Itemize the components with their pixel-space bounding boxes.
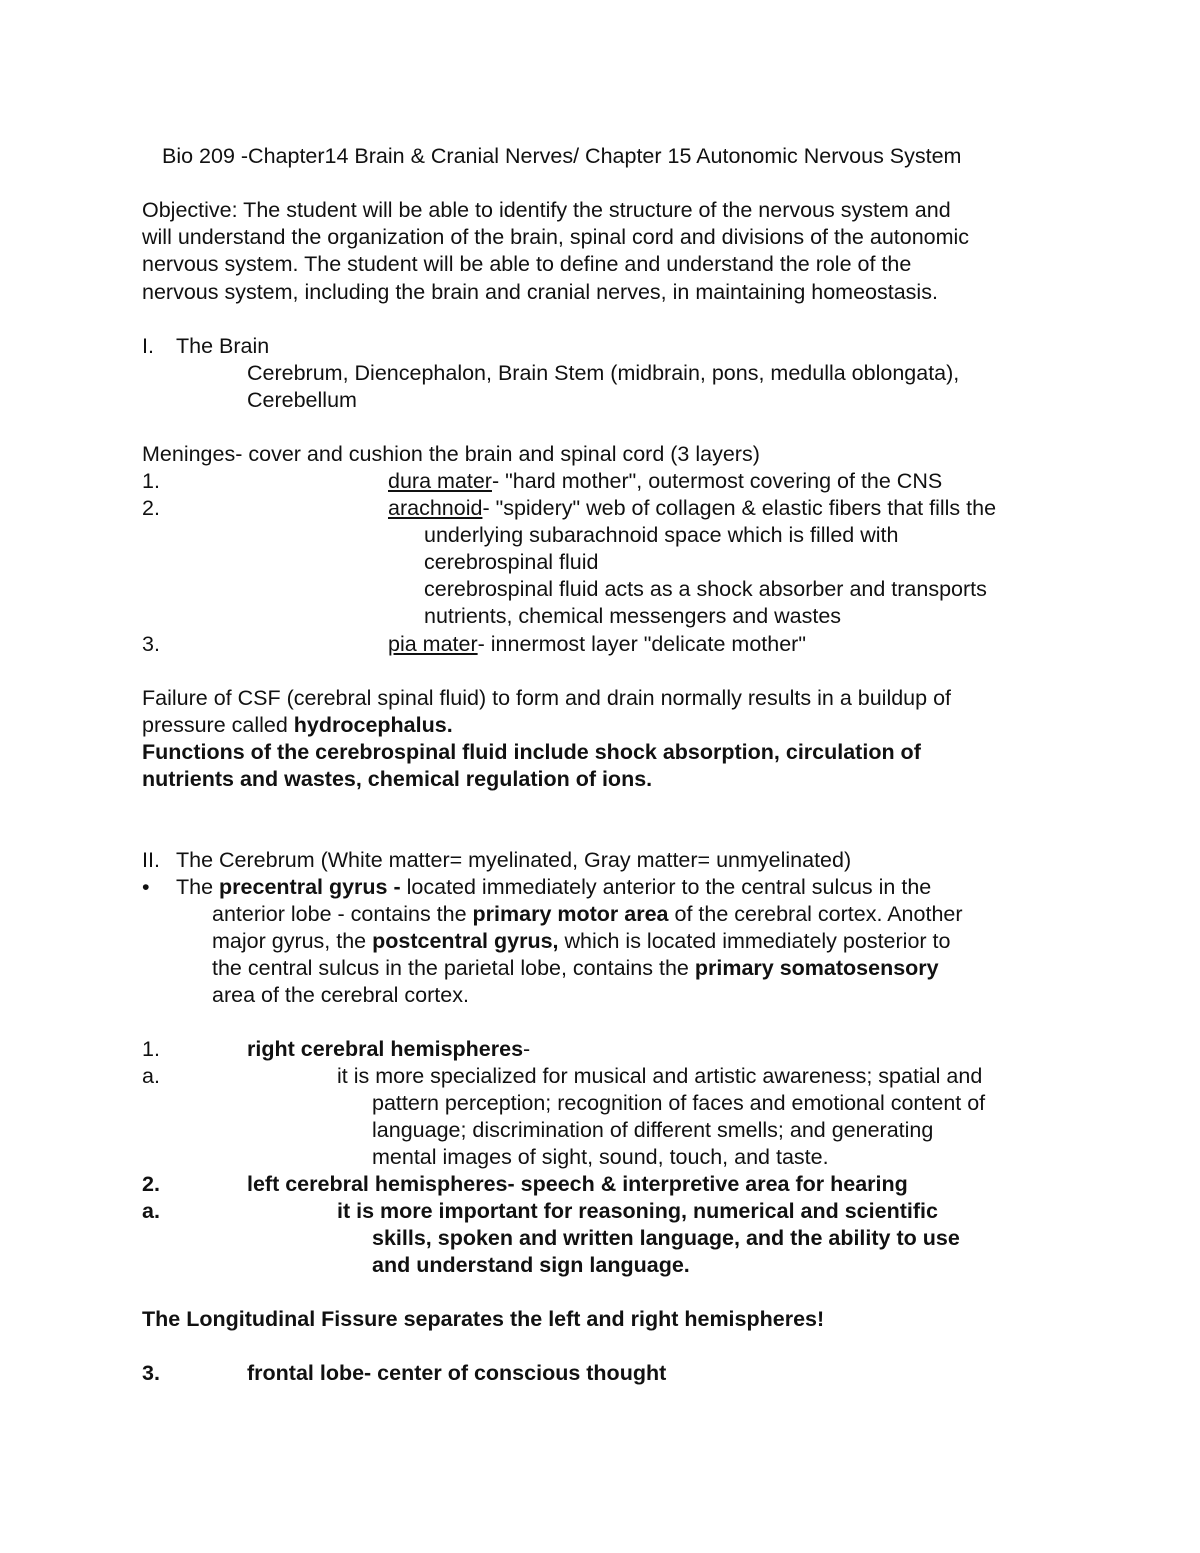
left-hemisphere-detail: and understand sign language. — [372, 1253, 690, 1277]
objective-line: nervous system. The student will be able to define and understand the role of the — [142, 252, 912, 276]
frontal-lobe-heading: frontal lobe- center of conscious thought — [247, 1361, 667, 1385]
definition-continued: cerebrospinal fluid — [424, 550, 599, 574]
meninges-intro: Meninges- cover and cushion the brain and spinal cord (3 layers) — [142, 442, 760, 466]
definition: - "hard mother", outermost covering of the CNS — [491, 469, 943, 493]
definition: - innermost layer "delicate mother" — [477, 632, 806, 656]
definition: - "spidery" web of collagen & elastic fibers that fills the — [482, 496, 997, 520]
brain-parts-line: Cerebellum — [247, 388, 357, 412]
term: pia mater — [388, 632, 478, 656]
bullet-text — [212, 901, 963, 928]
list-number: 2. — [142, 496, 160, 520]
csf-functions: nutrients and wastes, chemical regulation of ions. — [142, 767, 653, 791]
bullet-text: area of the cerebral cortex. — [212, 983, 469, 1007]
sub-letter: a. — [142, 1199, 160, 1223]
right-hemisphere-heading — [247, 1036, 530, 1063]
left-hemisphere-detail: skills, spoken and written language, and the ability to use — [372, 1226, 960, 1250]
list-number: 1. — [142, 1037, 160, 1061]
definition-continued: underlying subarachnoid space which is filled with — [424, 523, 899, 547]
list-number: 3. — [142, 1361, 160, 1385]
csf-text: Failure of CSF (cerebral spinal fluid) to form and drain normally results in a buildup of — [142, 686, 952, 710]
hydrocephalus-term: hydrocephalus. — [293, 713, 453, 737]
text: located immediately anterior to the central sulcus in the — [406, 875, 932, 899]
section-number: II. — [142, 848, 160, 872]
section-heading: The Brain — [176, 334, 270, 358]
section-heading: The Cerebrum (White matter= myelinated, Gray matter= unmyelinated) — [176, 848, 852, 872]
text: which is located immediately posterior to — [558, 929, 951, 953]
text: major gyrus, the — [212, 929, 373, 953]
heading-label: right cerebral hemispheres — [247, 1037, 524, 1061]
text: anterior lobe - contains the — [212, 902, 473, 926]
list-number: 1. — [142, 469, 160, 493]
section-number: I. — [142, 334, 154, 358]
left-hemisphere-heading: left cerebral hemispheres- speech & interpretive area for hearing — [247, 1172, 908, 1196]
definition-continued: nutrients, chemical messengers and wastes — [424, 604, 842, 628]
primary-somatosensory-term: primary somatosensory — [694, 956, 939, 980]
right-hemisphere-detail: it is more specialized for musical and artistic awareness; spatial and — [337, 1064, 983, 1088]
right-hemisphere-detail: language; discrimination of different smells; and generating — [372, 1118, 934, 1142]
objective-line: will understand the organization of the brain, spinal cord and divisions of the autonomic — [142, 225, 970, 249]
objective-line: Objective: The student will be able to identify the structure of the nervous system and — [142, 198, 951, 222]
definition-continued: cerebrospinal fluid acts as a shock absorber and transports — [424, 577, 987, 601]
text: the central sulcus in the parietal lobe, contains the — [212, 956, 695, 980]
bullet-text — [212, 955, 939, 982]
primary-motor-area-term: primary motor area — [472, 902, 669, 926]
right-hemisphere-detail: mental images of sight, sound, touch, and taste. — [372, 1145, 829, 1169]
precentral-gyrus-term: precentral gyrus - — [219, 875, 407, 899]
right-hemisphere-detail: pattern perception; recognition of faces and emotional content of — [372, 1091, 986, 1115]
list-number: 3. — [142, 632, 160, 656]
list-item — [388, 468, 942, 495]
sub-letter: a. — [142, 1064, 160, 1088]
csf-functions: Functions of the cerebrospinal fluid include shock absorption, circulation of — [142, 740, 921, 764]
csf-text-plain: pressure called — [142, 713, 294, 737]
list-item — [388, 631, 806, 658]
objective-line: nervous system, including the brain and cranial nerves, in maintaining homeostasis. — [142, 280, 938, 304]
text: of the cerebral cortex. Another — [668, 902, 963, 926]
csf-text — [142, 712, 453, 739]
list-item — [388, 495, 996, 522]
list-number: 2. — [142, 1172, 160, 1196]
brain-parts-line: Cerebrum, Diencephalon, Brain Stem (midbrain, pons, medulla oblongata), — [247, 361, 960, 385]
page-title: Bio 209 -Chapter14 Brain & Cranial Nerves/ Chapter 15 Autonomic Nervous System — [162, 144, 962, 168]
fissure-note: The Longitudinal Fissure separates the left and right hemispheres! — [142, 1307, 825, 1331]
left-hemisphere-detail: it is more important for reasoning, numerical and scientific — [337, 1199, 938, 1223]
bullet-text — [176, 874, 931, 901]
bullet-icon: • — [142, 875, 150, 899]
bullet-text — [212, 928, 950, 955]
term: dura mater — [388, 469, 492, 493]
postcentral-gyrus-term: postcentral gyrus, — [372, 929, 559, 953]
text: The — [176, 875, 220, 899]
term: arachnoid — [388, 496, 483, 520]
heading-dash: - — [523, 1037, 531, 1061]
